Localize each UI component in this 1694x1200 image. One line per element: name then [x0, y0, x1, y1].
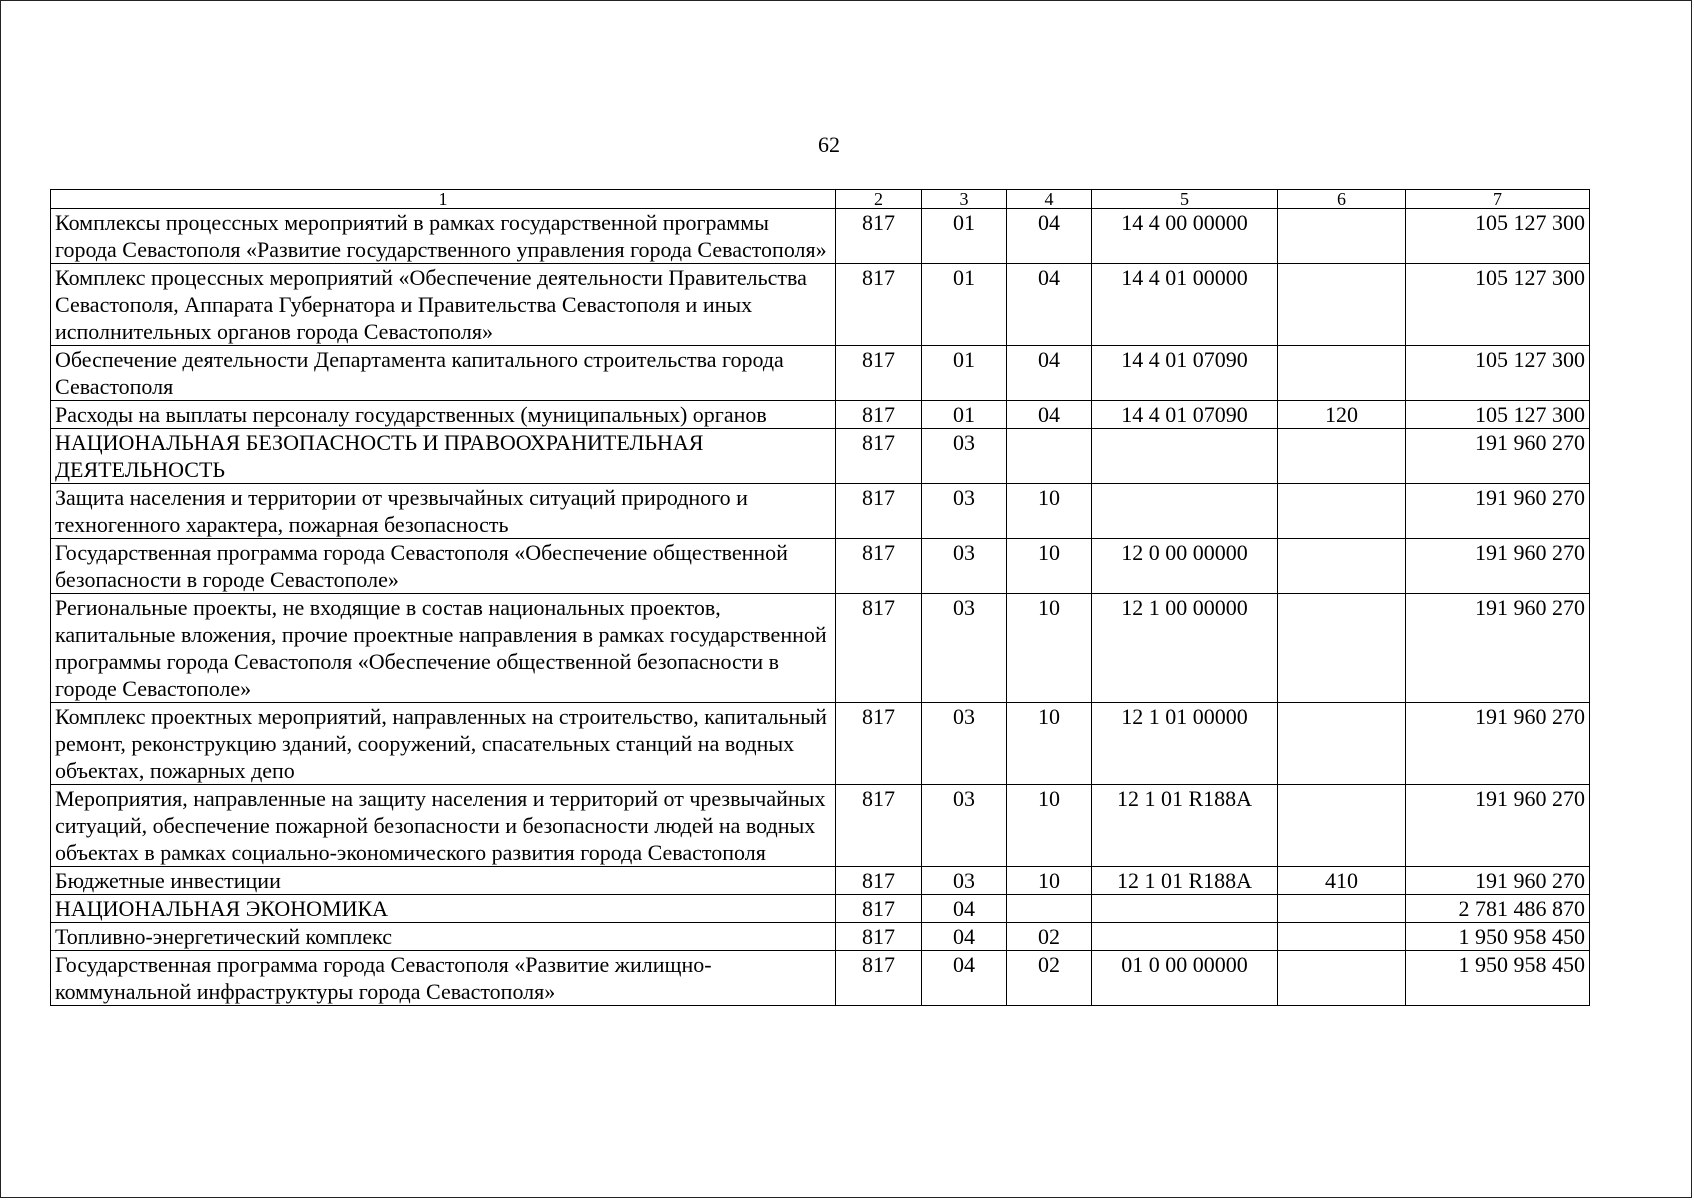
table-row — [51, 429, 1590, 484]
row-name-cell: Мероприятия, направленные на защиту населения и территорий от чрезвычайных ситуаций, обеспечение пожарной безопасности и безопасности людей на водных объектах в рамках социально-экономического развития города Севастополя — [51, 785, 836, 867]
row-name-cell: Бюджетные инвестиции — [51, 867, 836, 895]
row-section-cell: 03 — [922, 867, 1007, 895]
row-expense-type-cell — [1278, 484, 1406, 539]
row-subsection-cell: 04 — [1007, 346, 1092, 401]
row-code-cell: 817 — [836, 951, 922, 1006]
row-expense-type-cell — [1278, 346, 1406, 401]
row-amount-cell: 191 960 270 — [1406, 867, 1590, 895]
row-target-article-cell: 12 0 00 00000 — [1092, 539, 1278, 594]
row-target-article-cell — [1092, 923, 1278, 951]
row-code-cell: 817 — [836, 429, 922, 484]
row-subsection-cell: 10 — [1007, 703, 1092, 785]
row-expense-type-cell — [1278, 594, 1406, 703]
row-code-cell: 817 — [836, 346, 922, 401]
row-expense-type-cell — [1278, 703, 1406, 785]
row-code-cell: 817 — [836, 867, 922, 895]
row-subsection-cell: 10 — [1007, 594, 1092, 703]
row-target-article-cell: 12 1 01 R188A — [1092, 867, 1278, 895]
row-subsection-cell: 04 — [1007, 209, 1092, 264]
row-expense-type-cell: 120 — [1278, 401, 1406, 429]
table-row — [51, 594, 1590, 703]
table-row — [51, 209, 1590, 264]
row-amount-cell: 191 960 270 — [1406, 429, 1590, 484]
row-amount-cell: 191 960 270 — [1406, 484, 1590, 539]
row-target-article-cell: 14 4 00 00000 — [1092, 209, 1278, 264]
row-subsection-cell: 10 — [1007, 484, 1092, 539]
table-row — [51, 539, 1590, 594]
row-amount-cell: 191 960 270 — [1406, 785, 1590, 867]
row-code-cell: 817 — [836, 484, 922, 539]
row-section-cell: 01 — [922, 264, 1007, 346]
table-row — [51, 264, 1590, 346]
row-target-article-cell: 12 1 01 00000 — [1092, 703, 1278, 785]
row-code-cell: 817 — [836, 895, 922, 923]
row-name-cell: Государственная программа города Севастополя «Развитие жилищно-коммунальной инфраструктуры города Севастополя» — [51, 951, 836, 1006]
row-name-cell: НАЦИОНАЛЬНАЯ БЕЗОПАСНОСТЬ И ПРАВООХРАНИТЕЛЬНАЯ ДЕЯТЕЛЬНОСТЬ — [51, 429, 836, 484]
row-subsection-cell — [1007, 429, 1092, 484]
row-subsection-cell: 10 — [1007, 539, 1092, 594]
table-row — [51, 951, 1590, 1006]
header-col-7: 7 — [1406, 190, 1590, 209]
row-expense-type-cell — [1278, 785, 1406, 867]
row-expense-type-cell — [1278, 895, 1406, 923]
row-amount-cell: 105 127 300 — [1406, 401, 1590, 429]
row-name-cell: Защита населения и территории от чрезвычайных ситуаций природного и техногенного характера, пожарная безопасность — [51, 484, 836, 539]
table-row — [51, 484, 1590, 539]
header-col-1: 1 — [51, 190, 836, 209]
row-section-cell: 03 — [922, 484, 1007, 539]
row-expense-type-cell: 410 — [1278, 867, 1406, 895]
row-subsection-cell: 10 — [1007, 785, 1092, 867]
row-name-cell: Комплекс проектных мероприятий, направленных на строительство, капитальный ремонт, реконструкцию зданий, сооружений, спасательных станций на водных объектах, пожарных депо — [51, 703, 836, 785]
table-row — [51, 703, 1590, 785]
row-name-cell: Государственная программа города Севастополя «Обеспечение общественной безопасности в городе Севастополе» — [51, 539, 836, 594]
row-section-cell: 01 — [922, 209, 1007, 264]
row-expense-type-cell — [1278, 951, 1406, 1006]
table-row — [51, 401, 1590, 429]
row-name-cell: Топливно-энергетический комплекс — [51, 923, 836, 951]
page-number: 62 — [818, 132, 840, 157]
row-subsection-cell: 04 — [1007, 401, 1092, 429]
row-section-cell: 03 — [922, 703, 1007, 785]
row-amount-cell: 105 127 300 — [1406, 209, 1590, 264]
row-target-article-cell: 14 4 01 07090 — [1092, 401, 1278, 429]
row-target-article-cell — [1092, 429, 1278, 484]
header-col-2: 2 — [836, 190, 922, 209]
table-row — [51, 867, 1590, 895]
row-section-cell: 03 — [922, 785, 1007, 867]
row-expense-type-cell — [1278, 539, 1406, 594]
row-section-cell: 03 — [922, 539, 1007, 594]
row-amount-cell: 2 781 486 870 — [1406, 895, 1590, 923]
header-col-4: 4 — [1007, 190, 1092, 209]
row-target-article-cell — [1092, 484, 1278, 539]
row-target-article-cell: 12 1 01 R188A — [1092, 785, 1278, 867]
row-expense-type-cell — [1278, 429, 1406, 484]
table-row — [51, 895, 1590, 923]
row-section-cell: 01 — [922, 346, 1007, 401]
table-row — [51, 923, 1590, 951]
row-name-cell: НАЦИОНАЛЬНАЯ ЭКОНОМИКА — [51, 895, 836, 923]
row-target-article-cell: 12 1 00 00000 — [1092, 594, 1278, 703]
row-amount-cell: 1 950 958 450 — [1406, 923, 1590, 951]
row-amount-cell: 1 950 958 450 — [1406, 951, 1590, 1006]
row-target-article-cell — [1092, 895, 1278, 923]
row-code-cell: 817 — [836, 401, 922, 429]
row-code-cell: 817 — [836, 594, 922, 703]
row-amount-cell: 105 127 300 — [1406, 346, 1590, 401]
row-code-cell: 817 — [836, 264, 922, 346]
row-subsection-cell — [1007, 895, 1092, 923]
row-target-article-cell: 01 0 00 00000 — [1092, 951, 1278, 1006]
row-amount-cell: 191 960 270 — [1406, 539, 1590, 594]
row-code-cell: 817 — [836, 923, 922, 951]
row-subsection-cell: 02 — [1007, 951, 1092, 1006]
row-name-cell: Обеспечение деятельности Департамента капитального строительства города Севастополя — [51, 346, 836, 401]
row-section-cell: 04 — [922, 895, 1007, 923]
row-subsection-cell: 04 — [1007, 264, 1092, 346]
header-col-5: 5 — [1092, 190, 1278, 209]
row-code-cell: 817 — [836, 539, 922, 594]
row-amount-cell: 191 960 270 — [1406, 703, 1590, 785]
row-name-cell: Комплекс процессных мероприятий «Обеспечение деятельности Правительства Севастополя, Аппарата Губернатора и Правительства Севастополя и иных исполнительных органов города Севастополя» — [51, 264, 836, 346]
header-col-6: 6 — [1278, 190, 1406, 209]
row-name-cell: Расходы на выплаты персоналу государственных (муниципальных) органов — [51, 401, 836, 429]
table-header-row — [51, 190, 1590, 209]
row-amount-cell: 191 960 270 — [1406, 594, 1590, 703]
row-expense-type-cell — [1278, 923, 1406, 951]
row-code-cell: 817 — [836, 785, 922, 867]
row-subsection-cell: 02 — [1007, 923, 1092, 951]
table-row — [51, 346, 1590, 401]
row-expense-type-cell — [1278, 209, 1406, 264]
row-section-cell: 01 — [922, 401, 1007, 429]
row-code-cell: 817 — [836, 703, 922, 785]
table-row — [51, 785, 1590, 867]
budget-table — [50, 189, 1590, 1006]
row-section-cell: 03 — [922, 594, 1007, 703]
row-code-cell: 817 — [836, 209, 922, 264]
row-name-cell: Комплексы процессных мероприятий в рамках государственной программы города Севастополя «Развитие государственного управления города Севастополя» — [51, 209, 836, 264]
row-section-cell: 04 — [922, 951, 1007, 1006]
table-body — [51, 209, 1590, 1006]
row-section-cell: 04 — [922, 923, 1007, 951]
header-col-3: 3 — [922, 190, 1007, 209]
row-subsection-cell: 10 — [1007, 867, 1092, 895]
row-name-cell: Региональные проекты, не входящие в состав национальных проектов, капитальные вложения, прочие проектные направления в рамках государственной программы города Севастополя «Обеспечение общественной безопасности в городе Севастополе» — [51, 594, 836, 703]
row-amount-cell: 105 127 300 — [1406, 264, 1590, 346]
row-target-article-cell: 14 4 01 07090 — [1092, 346, 1278, 401]
row-target-article-cell: 14 4 01 00000 — [1092, 264, 1278, 346]
row-expense-type-cell — [1278, 264, 1406, 346]
row-section-cell: 03 — [922, 429, 1007, 484]
